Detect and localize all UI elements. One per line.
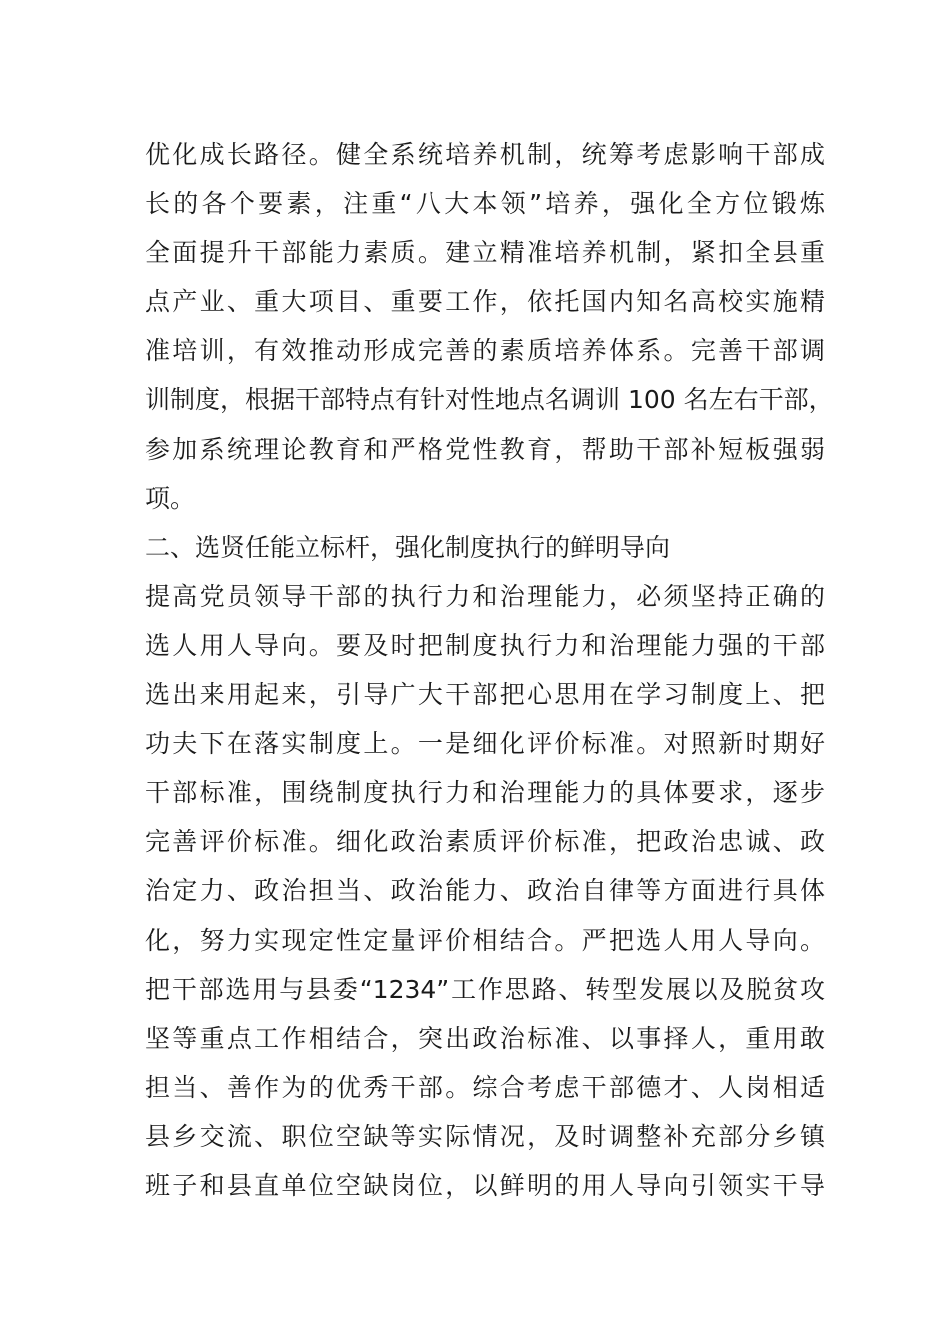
section-heading: 二、选贤任能立标杆，强化制度执行的鲜明导向	[145, 532, 671, 562]
text-line: 化，努力实现定性定量评价相结合。严把选人用人导向。	[145, 925, 825, 955]
text-line: 点产业、重大项目、重要工作，依托国内知名高校实施精	[145, 287, 825, 317]
text-line: 功夫下在落实制度上。一是细化评价标准。对照新时期好	[145, 729, 825, 759]
text-line: 担当、善作为的优秀干部。综合考虑干部德才、人岗相适	[145, 1072, 825, 1102]
text-line: 全面提升干部能力素质。建立精准培养机制，紧扣全县重	[145, 238, 825, 268]
text-line: 县乡交流、职位空缺等实际情况，及时调整补充部分乡镇	[145, 1121, 825, 1151]
text-line: 提高党员领导干部的执行力和治理能力，必须坚持正确的	[145, 581, 825, 611]
text-line: 干部标准，围绕制度执行力和治理能力的具体要求，逐步	[145, 778, 825, 808]
text-line: 训制度，根据干部特点有针对性地点名调训 100 名左右干部，	[145, 385, 834, 415]
text-line: 项。	[145, 483, 196, 513]
text-line: 长的各个要素，注重“八大本领”培养，强化全方位锻炼	[145, 189, 825, 219]
text-line: 选出来用起来，引导广大干部把心思用在学习制度上、把	[145, 680, 825, 710]
text-line: 班子和县直单位空缺岗位，以鲜明的用人导向引领实干导	[145, 1170, 825, 1200]
text-line: 完善评价标准。细化政治素质评价标准，把政治忠诚、政	[145, 827, 825, 857]
text-line: 优化成长路径。健全系统培养机制，统筹考虑影响干部成	[145, 140, 825, 169]
text-line: 把干部选用与县委“1234”工作思路、转型发展以及脱贫攻	[145, 974, 825, 1004]
text-line: 坚等重点工作相结合，突出政治标准、以事择人，重用敢	[145, 1023, 825, 1053]
text-line: 治定力、政治担当、政治能力、政治自律等方面进行具体	[145, 876, 825, 906]
body-text	[145, 130, 834, 1210]
text-line: 选人用人导向。要及时把制度执行力和治理能力强的干部	[145, 630, 825, 660]
text-line: 准培训，有效推动形成完善的素质培养体系。完善干部调	[145, 336, 825, 366]
text-line: 参加系统理论教育和严格党性教育，帮助干部补短板强弱	[145, 434, 825, 464]
